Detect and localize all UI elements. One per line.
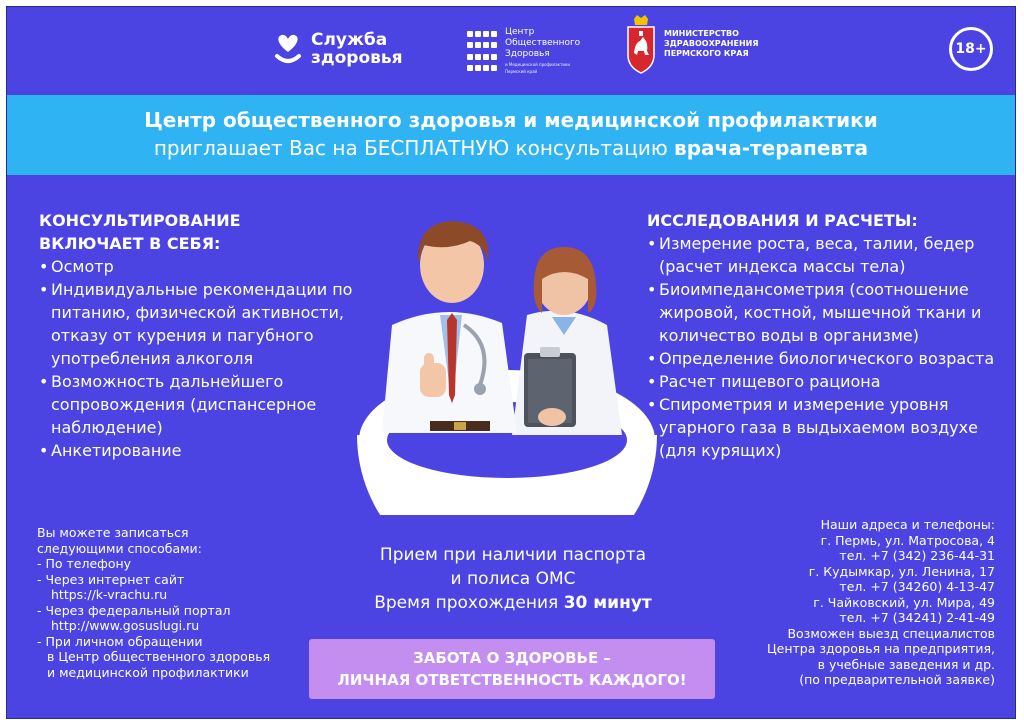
visit-note-line: Возможен выезд специалистов xyxy=(787,625,995,641)
ministry-line2: ЗДРАВООХРАНЕНИЯ xyxy=(664,39,759,48)
list-item: • Измерение роста, веса, талии, бедер (расчет индекса массы тела) xyxy=(647,232,1007,278)
reception-info xyxy=(325,543,701,615)
consultation-heading-line2: ВКЛЮЧАЕТ В СЕБЯ: xyxy=(39,234,221,253)
portal-link[interactable]: http://www.gosuslugi.ru xyxy=(51,618,200,633)
logo-health-line1: Служба xyxy=(311,30,388,50)
duration-label: Время прохождения xyxy=(374,593,564,613)
phone-line: тел. +7 (342) 236-44-31 xyxy=(839,548,995,563)
doctors-image xyxy=(352,195,662,515)
addresses-section xyxy=(705,517,995,688)
age-rating-badge: 18+ xyxy=(949,27,993,71)
visit-note-line: Центра здоровья на предприятия, xyxy=(766,641,995,656)
addresses-title: Наши адреса и телефоны: xyxy=(820,517,995,532)
reception-line3 xyxy=(325,591,701,615)
doctors-illustration xyxy=(352,195,662,515)
poster xyxy=(6,6,1016,719)
signup-title-line1: Вы можете записаться xyxy=(37,525,189,540)
slogan-box xyxy=(309,639,715,699)
visit-note-line: (по предварительной заявке) xyxy=(799,672,995,687)
signup-in-person-line3: и медицинской профилактики xyxy=(47,664,249,680)
coat-of-arms-icon xyxy=(626,13,656,75)
website-link[interactable]: https://k-vrachu.ru xyxy=(51,587,168,602)
consultation-heading-line1: КОНСУЛЬТИРОВАНИЕ xyxy=(39,211,241,230)
banner-subtitle xyxy=(7,136,1015,160)
phone-line: тел. +7 (34260) 4-13-47 xyxy=(839,579,995,594)
signup-in-person: - При личном обращении xyxy=(37,633,203,649)
heart-smile-icon xyxy=(273,32,303,66)
signup-phone: - По телефону xyxy=(37,556,132,571)
logo-center-small1: и Медицинской профилактики xyxy=(505,62,571,67)
banner-subtitle-bold: врача-терапевта xyxy=(674,136,869,160)
signup-portal: - Через федеральный портал xyxy=(37,602,231,618)
list-item: • Осмотр xyxy=(39,255,361,278)
logo-center-line3: Здоровья xyxy=(505,49,550,59)
logo-ministry xyxy=(626,13,759,75)
signup-website: - Через интернет сайт xyxy=(37,571,185,587)
signup-in-person-line2: в Центр общественного здоровья xyxy=(47,649,271,664)
slogan-line1: ЗАБОТА О ЗДОРОВЬЕ – xyxy=(413,649,611,667)
research-section xyxy=(647,209,1007,462)
consultation-list xyxy=(39,255,361,462)
title-banner xyxy=(7,95,1015,175)
consultation-section xyxy=(39,209,361,462)
logo-center-small2: Пермский край xyxy=(505,69,538,74)
reception-line1: Прием при наличии паспорта xyxy=(379,545,647,565)
phone-line: тел. +7 (34241) 2-41-49 xyxy=(839,610,995,625)
list-item: • Определение биологического возраста xyxy=(647,347,1007,370)
ministry-line1: МИНИСТЕРСТВО xyxy=(664,29,739,38)
logo-public-health-center xyxy=(467,27,580,74)
slogan-line2: ЛИЧНАЯ ОТВЕТСТВЕННОСТЬ КАЖДОГО! xyxy=(337,671,687,689)
list-item: • Расчет пищевого рациона xyxy=(647,370,1007,393)
signup-title-line2: следующими способами: xyxy=(37,540,202,556)
logo-health-line2: здоровья xyxy=(311,48,403,68)
list-item: • Спирометрия и измерение уровня угарного газа в выдыхаемом воздухе (для курящих) xyxy=(647,393,1007,462)
ministry-line3: ПЕРМСКОГО КРАЯ xyxy=(664,49,749,58)
banner-subtitle-text: приглашает Вас на БЕСПЛАТНУЮ консультацию xyxy=(153,136,675,160)
list-item: • Индивидуальные рекомендации по питанию, физической активности, отказу от курения и пагубного употребления алкоголя xyxy=(39,278,361,370)
banner-title: Центр общественного здоровья и медицинской профилактики xyxy=(144,108,878,132)
list-item: • Биоимпедансометрия (соотношение жировой, костной, мышечной ткани и количество воды в организме) xyxy=(647,278,1007,347)
duration-value: 30 минут xyxy=(563,593,652,613)
logo-center-line2: Общественного xyxy=(505,38,581,48)
signup-methods xyxy=(37,525,327,680)
research-heading: ИССЛЕДОВАНИЯ И РАСЧЕТЫ: xyxy=(647,211,918,230)
logo-health-service xyxy=(273,31,403,67)
dots-grid-icon xyxy=(467,31,497,74)
research-list xyxy=(647,232,1007,462)
logo-center-line1: Центр xyxy=(505,27,535,37)
list-item: • Возможность дальнейшего сопровождения (диспансерное наблюдение) xyxy=(39,370,361,439)
address-line: г. Пермь, ул. Матросова, 4 xyxy=(820,532,995,548)
address-line: г. Кудымкар, ул. Ленина, 17 xyxy=(808,563,995,579)
reception-line2: и полиса ОМС xyxy=(450,569,576,589)
visit-note-line: в учебные заведения и др. xyxy=(817,656,995,672)
address-line: г. Чайковский, ул. Мира, 49 xyxy=(813,594,995,610)
list-item: • Анкетирование xyxy=(39,439,361,462)
